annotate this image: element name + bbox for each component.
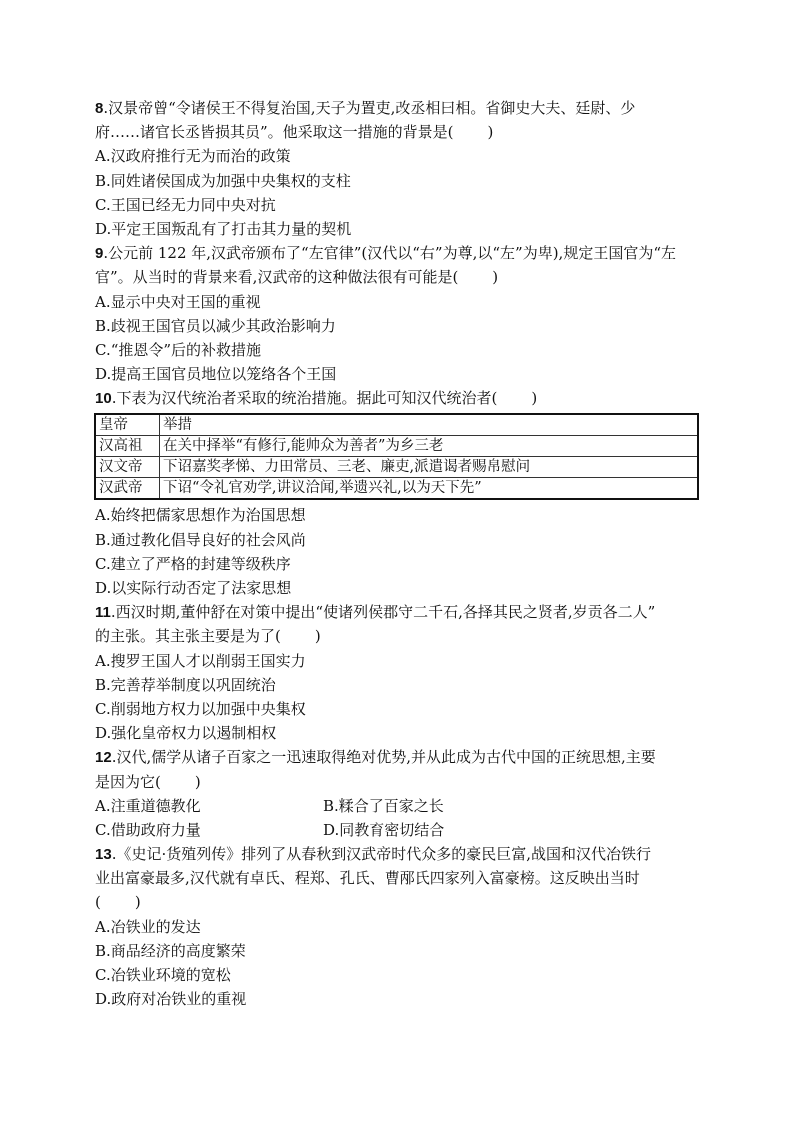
question-12 [95,745,705,842]
question-text: 《史记·货殖列传》排列了从春秋到汉武帝时代众多的豪民巨富,战国和汉代冶铁行 [116,845,652,864]
option-a[interactable]: A.搜罗王国人才以削弱王国实力 [95,651,306,670]
option-c[interactable]: C.削弱地方权力以加强中央集权 [95,699,306,718]
question-number: 8 [95,100,104,117]
question-number: 10 [95,390,112,408]
table-cell-emperor: 汉武帝 [95,478,160,500]
question-text: 汉代,儒学从诸子百家之一迅速取得绝对优势,并从此成为古代中国的正统思想,主要 [116,748,656,767]
table-row [95,457,698,478]
paren-close: ) [134,893,141,912]
question-text: 府……诸官长丞皆损其员”。他采取这一措施的背景是( [95,123,454,142]
question-text: 公元前 122 年,汉武帝颁布了“左官律”(汉代以“右”为尊,以“左”为卑),规定王国官为“左 [108,244,676,263]
question-8 [95,96,705,241]
question-text: 西汉时期,董仲舒在对策中提出“使诸列侯郡守二千石,各择其民之贤者,岁贡各二人” [115,603,656,622]
option-b[interactable]: B.商品经济的高度繁荣 [95,941,246,960]
exam-page [95,96,705,1011]
option-d[interactable]: D.平定王国叛乱有了打击其力量的契机 [95,219,352,238]
question-text: 汉景帝曾“令诸侯王不得复治国,天子为置吏,改丞相曰相。省御史大夫、廷尉、少 [108,99,636,117]
question-text-line: 10.下表为汉代统治者采取的统治措施。据此可知汉代统治者( ) [95,389,538,408]
paren-close: ) [314,627,321,646]
question-text-line [95,624,705,648]
option-a[interactable]: A.冶铁业的发达 [95,917,201,936]
table-header-emperor: 皇帝 [95,414,160,436]
question-text-line [95,120,705,144]
table-row [95,478,698,500]
question-10 [95,386,705,600]
paren-close: ) [531,389,538,408]
options-row [95,794,705,818]
question-text-line: 13.《史记·货殖列传》排列了从春秋到汉武帝时代众多的豪民巨富,战国和汉代冶铁行 [95,845,652,864]
table-cell-measure: 下诏“令礼官劝学,讲议洽闻,举遗兴礼,以为天下先” [160,478,699,500]
option-d[interactable]: D.政府对冶铁业的重视 [95,990,247,1009]
question-text-line: 8.汉景帝曾“令诸侯王不得复治国,天子为置吏,改丞相曰相。省御史大夫、廷尉、少 [95,99,636,117]
question-text-line [95,265,705,289]
table-cell-emperor: 汉高祖 [95,436,160,457]
table-cell-measure: 在关中择举“有修行,能帅众为善者”为乡三老 [160,436,699,457]
option-c[interactable]: C.冶铁业环境的宽松 [95,966,231,984]
question-text: ( [95,893,101,912]
option-a[interactable]: A.注重道德教化 [95,796,201,815]
question-text-line [95,890,705,914]
question-number: 12 [95,749,112,767]
table-row [95,436,698,457]
measures-table [94,413,699,500]
question-text-line: 业出富豪最多,汉代就有卓氏、程郑、孔氏、曹邴氏四家列入富豪榜。这反映出当时 [95,869,640,888]
option-d[interactable]: D.强化皇帝权力以遏制相权 [95,724,277,743]
option-d[interactable]: D.提高王国官员地位以笼络各个王国 [95,365,337,384]
options-row [95,818,705,842]
option-c[interactable]: C.建立了严格的封建等级秩序 [95,554,291,573]
option-b[interactable]: B.通过教化倡导良好的社会风尚 [95,530,306,549]
question-number: 13 [95,846,112,864]
table-header-row [95,414,698,436]
question-text-line: 12.汉代,儒学从诸子百家之一迅速取得绝对优势,并从此成为古代中国的正统思想,主要 [95,748,656,767]
option-c[interactable]: C.借助政府力量 [95,820,201,839]
question-text: 是因为它( [95,772,161,791]
option-b[interactable]: B.歧视王国官员以减少其政治影响力 [95,316,336,335]
question-text: 官”。从当时的背景来看,汉武帝的这种做法很有可能是( [95,268,459,287]
paren-close: ) [492,268,499,287]
question-text-line [95,770,705,794]
paren-close: ) [194,772,201,791]
option-b[interactable]: B.糅合了百家之长 [323,796,444,815]
question-text-line: 9.公元前 122 年,汉武帝颁布了“左官律”(汉代以“右”为尊,以“左”为卑),规定王国官为“左 [95,244,676,263]
table-header-measures: 举措 [160,414,699,436]
question-number: 11 [95,604,111,622]
question-13 [95,842,705,1011]
question-text-line: 11.西汉时期,董仲舒在对策中提出“使诸列侯郡守二千石,各择其民之贤者,岁贡各二人” [95,603,656,622]
question-11 [95,600,705,745]
question-text: 的主张。其主张主要是为了( [95,627,281,646]
table-cell-emperor: 汉文帝 [95,457,160,478]
option-b[interactable]: B.同姓诸侯国成为加强中央集权的支柱 [95,171,351,190]
table-cell-measure: 下诏嘉奖孝悌、力田常员、三老、廉吏,派遣谒者赐帛慰问 [160,457,699,478]
option-b[interactable]: B.完善荐举制度以巩固统治 [95,675,276,694]
question-text: 下表为汉代统治者采取的统治措施。据此可知汉代统治者( [116,389,498,408]
option-c[interactable]: C.“推恩令”后的补救措施 [95,340,262,359]
option-d[interactable]: D.以实际行动否定了法家思想 [95,579,292,597]
option-a[interactable]: A.汉政府推行无为而治的政策 [95,147,291,166]
option-c[interactable]: C.王国已经无力同中央对抗 [95,195,276,214]
option-a[interactable]: A.始终把儒家思想作为治国思想 [95,506,306,525]
question-number: 9 [95,245,104,263]
option-a[interactable]: A.显示中央对王国的重视 [95,292,261,311]
option-d[interactable]: D.同教育密切结合 [323,820,445,839]
paren-close: ) [487,123,494,142]
question-9 [95,241,705,386]
